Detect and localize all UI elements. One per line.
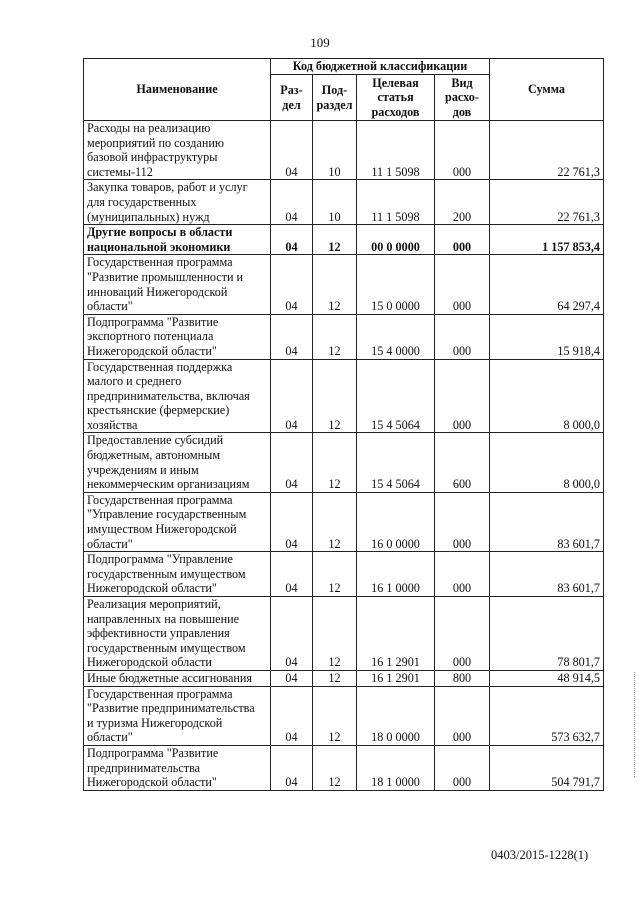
row-vid: 000 [435, 745, 490, 790]
row-name-line: Подпрограмма "Развитие [87, 745, 219, 760]
row-sum: 15 918,4 [490, 314, 604, 359]
row-name-line: "Развитие промышленности и [87, 269, 244, 284]
row-name-line: бюджетным, автономным [87, 448, 221, 463]
row-name [84, 670, 271, 686]
row-target: 00 0 0000 [357, 225, 435, 255]
margin-marks [634, 672, 637, 777]
row-razdel: 04 [271, 255, 313, 314]
row-razdel: 04 [271, 597, 313, 671]
row-name [84, 492, 271, 551]
row-sum: 1 157 853,4 [490, 225, 604, 255]
row-podrazdel: 12 [313, 492, 357, 551]
row-podrazdel: 10 [313, 121, 357, 180]
row-name [84, 745, 271, 790]
row-vid: 200 [435, 180, 490, 225]
row-target: 15 4 5064 [357, 433, 435, 492]
row-target: 11 1 5098 [357, 121, 435, 180]
row-name-line: Нижегородской области" [87, 343, 217, 358]
row-name-line: "Управление государственным [87, 507, 247, 522]
row-razdel: 04 [271, 492, 313, 551]
row-name-line: Нижегородской области" [87, 775, 217, 790]
table-row [84, 552, 604, 597]
table-row [84, 597, 604, 671]
row-name [84, 225, 271, 255]
row-name-line: Нижегородской области [87, 655, 212, 670]
row-name-line: экспортного потенциала [87, 329, 214, 344]
row-target: 16 1 0000 [357, 552, 435, 597]
row-name-line: системы-112 [87, 164, 153, 179]
row-vid: 000 [435, 597, 490, 671]
table-row [84, 686, 604, 745]
row-podrazdel: 12 [313, 686, 357, 745]
table-row [84, 180, 604, 225]
document-code: 0403/2015-1228(1) [491, 848, 589, 862]
row-target: 18 1 0000 [357, 745, 435, 790]
row-name-line: мероприятий по созданию [87, 135, 224, 150]
table-row [84, 314, 604, 359]
row-podrazdel: 12 [313, 552, 357, 597]
page-number: 109 [310, 35, 330, 50]
row-target: 16 1 2901 [357, 597, 435, 671]
row-razdel: 04 [271, 745, 313, 790]
row-razdel: 04 [271, 670, 313, 686]
row-name-line: инноваций Нижегородской [87, 284, 228, 299]
row-name-line: Предоставление субсидий [87, 433, 224, 448]
row-name [84, 597, 271, 671]
row-name [84, 180, 271, 225]
row-name [84, 255, 271, 314]
row-name-line: эффективности управления [87, 626, 230, 641]
row-name-line: малого и среднего [87, 374, 182, 389]
row-name-line: Государственная поддержка [87, 359, 233, 374]
table-body [84, 121, 604, 791]
row-vid: 000 [435, 492, 490, 551]
row-name-line: учреждениям и иным [87, 462, 199, 477]
row-podrazdel: 10 [313, 180, 357, 225]
row-podrazdel: 12 [313, 314, 357, 359]
row-name-line: базовой инфраструктуры [87, 150, 218, 165]
row-name-line: предпринимательства, включая [87, 388, 250, 403]
row-sum: 48 914,5 [490, 670, 604, 686]
table-row [84, 492, 604, 551]
row-target: 15 4 0000 [357, 314, 435, 359]
row-name-line: Государственная программа [87, 686, 233, 701]
row-name-line: области" [87, 536, 133, 551]
row-vid: 000 [435, 686, 490, 745]
header-razdel: Раз- дел [271, 75, 313, 121]
row-name-line: национальной экономики [87, 239, 231, 254]
row-name-line: предпринимательства [87, 760, 201, 775]
row-name-line: крестьянские (фермерские) [87, 403, 230, 418]
row-target: 11 1 5098 [357, 180, 435, 225]
header-name: Наименование [84, 59, 271, 121]
row-sum: 22 761,3 [490, 121, 604, 180]
header-sum: Сумма [490, 59, 604, 121]
row-name-line: Реализация мероприятий, [87, 597, 221, 611]
row-target: 15 4 5064 [357, 359, 435, 433]
table-row [84, 121, 604, 180]
row-podrazdel: 12 [313, 225, 357, 255]
row-razdel: 04 [271, 359, 313, 433]
row-podrazdel: 12 [313, 255, 357, 314]
row-vid: 000 [435, 552, 490, 597]
row-sum: 64 297,4 [490, 255, 604, 314]
row-sum: 573 632,7 [490, 686, 604, 745]
row-sum: 22 761,3 [490, 180, 604, 225]
budget-table [83, 58, 604, 791]
row-name-line: государственным имуществом [87, 640, 246, 655]
row-target: 18 0 0000 [357, 686, 435, 745]
row-name [84, 433, 271, 492]
header-target-article: Целевая статья расходов [357, 75, 435, 121]
row-name-line: имуществом Нижегородской [87, 522, 237, 537]
header-podrazdel: Под- раздел [313, 75, 357, 121]
header-expense-type: Вид расхо- дов [435, 75, 490, 121]
row-name [84, 314, 271, 359]
table-row [84, 745, 604, 790]
header-classification-code: Код бюджетной классификации [271, 59, 490, 75]
row-podrazdel: 12 [313, 597, 357, 671]
row-name-line: Подпрограмма "Развитие [87, 314, 219, 329]
row-sum: 78 801,7 [490, 597, 604, 671]
row-vid: 000 [435, 121, 490, 180]
table-row [84, 670, 604, 686]
row-razdel: 04 [271, 433, 313, 492]
row-name-line: и туризма Нижегородской [87, 715, 223, 730]
row-podrazdel: 12 [313, 745, 357, 790]
row-name-line: для государственных [87, 194, 197, 209]
table-row [84, 433, 604, 492]
row-name-line: Иные бюджетные ассигнования [87, 670, 253, 685]
row-sum: 83 601,7 [490, 492, 604, 551]
row-sum: 8 000,0 [490, 433, 604, 492]
row-vid: 000 [435, 359, 490, 433]
row-name-line: Расходы на реализацию [87, 121, 211, 135]
row-sum: 83 601,7 [490, 552, 604, 597]
row-target: 16 0 0000 [357, 492, 435, 551]
row-vid: 600 [435, 433, 490, 492]
table-row [84, 359, 604, 433]
row-name-line: (муниципальных) нужд [87, 209, 210, 224]
row-sum: 8 000,0 [490, 359, 604, 433]
row-name-line: Нижегородской области" [87, 581, 217, 596]
row-vid: 000 [435, 225, 490, 255]
row-razdel: 04 [271, 314, 313, 359]
row-name-line: области" [87, 730, 133, 745]
row-name-line: Закупка товаров, работ и услуг [87, 180, 248, 195]
row-razdel: 04 [271, 121, 313, 180]
row-name [84, 121, 271, 180]
row-vid: 000 [435, 314, 490, 359]
row-podrazdel: 12 [313, 433, 357, 492]
row-vid: 000 [435, 255, 490, 314]
table-row [84, 255, 604, 314]
row-name [84, 686, 271, 745]
row-name-line: Государственная программа [87, 492, 233, 507]
row-name-line: хозяйства [87, 417, 138, 432]
table-header [84, 59, 604, 121]
row-name [84, 359, 271, 433]
row-name-line: направленных на повышение [87, 611, 240, 626]
row-target: 15 0 0000 [357, 255, 435, 314]
row-sum: 504 791,7 [490, 745, 604, 790]
row-razdel: 04 [271, 180, 313, 225]
table-row [84, 225, 604, 255]
row-razdel: 04 [271, 552, 313, 597]
row-name [84, 552, 271, 597]
row-podrazdel: 12 [313, 670, 357, 686]
row-name-line: Государственная программа [87, 255, 233, 270]
row-podrazdel: 12 [313, 359, 357, 433]
row-vid: 800 [435, 670, 490, 686]
row-target: 16 1 2901 [357, 670, 435, 686]
row-name-line: "Развитие предпринимательства [87, 701, 255, 716]
row-name-line: некоммерческим организациям [87, 477, 250, 492]
row-name-line: государственным имуществом [87, 566, 246, 581]
row-razdel: 04 [271, 225, 313, 255]
row-name-line: Другие вопросы в области [87, 225, 233, 240]
row-name-line: области" [87, 299, 133, 314]
row-name-line: Подпрограмма "Управление [87, 552, 233, 567]
row-razdel: 04 [271, 686, 313, 745]
